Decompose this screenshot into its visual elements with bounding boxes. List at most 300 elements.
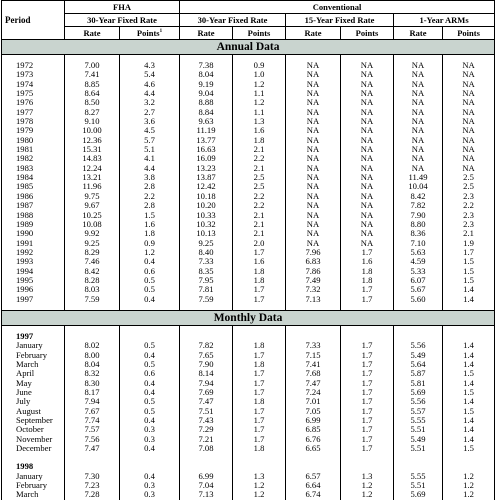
- table-row: [2, 472, 495, 481]
- value-cell: NA: [341, 211, 394, 220]
- value-cell: 8.85: [65, 80, 120, 89]
- period-cell: 1980: [2, 136, 65, 145]
- period-cell: April: [2, 369, 65, 378]
- value-cell: 7.13: [286, 295, 341, 304]
- value-cell: 0.5: [120, 285, 180, 294]
- value-cell: 1.2: [341, 490, 394, 499]
- value-cell: 2.1: [443, 229, 495, 238]
- value-cell: NA: [341, 182, 394, 191]
- value-cell: NA: [443, 154, 495, 163]
- value-cell: 7.29: [180, 425, 233, 434]
- value-cell: 1.7: [341, 248, 394, 257]
- value-cell: 7.13: [180, 490, 233, 499]
- period-cell: January: [2, 472, 65, 481]
- year-label: 1997: [2, 332, 65, 341]
- value-cell: 6.64: [286, 481, 341, 490]
- value-cell: NA: [394, 136, 443, 145]
- value-cell: 9.19: [180, 80, 233, 89]
- value-cell: 7.47: [180, 397, 233, 406]
- col-points-header: Points: [443, 27, 495, 40]
- value-cell: 1.7: [341, 397, 394, 406]
- value-cell: 0.3: [120, 435, 180, 444]
- value-cell: 1.7: [233, 369, 286, 378]
- value-cell: 6.65: [286, 444, 341, 453]
- value-cell: 5.55: [394, 472, 443, 481]
- value-cell: 10.13: [180, 229, 233, 238]
- value-cell: 8.80: [394, 220, 443, 229]
- value-cell: 2.2: [443, 201, 495, 210]
- value-cell: 2.8: [120, 182, 180, 191]
- value-cell: 1.7: [233, 425, 286, 434]
- value-cell: 5.64: [394, 360, 443, 369]
- value-cell: 2.1: [233, 164, 286, 173]
- value-cell: 4.6: [120, 80, 180, 89]
- value-cell: NA: [443, 80, 495, 89]
- value-cell: 15.31: [65, 145, 120, 154]
- period-cell: 1975: [2, 89, 65, 98]
- period-cell: July: [2, 397, 65, 406]
- value-cell: 0.5: [120, 360, 180, 369]
- value-cell: 11.96: [65, 182, 120, 191]
- value-cell: 8.36: [394, 229, 443, 238]
- value-cell: 8.14: [180, 369, 233, 378]
- value-cell: 2.1: [233, 229, 286, 238]
- value-cell: NA: [286, 182, 341, 191]
- value-cell: NA: [341, 117, 394, 126]
- value-cell: 4.3: [120, 61, 180, 70]
- value-cell: 1.2: [233, 80, 286, 89]
- value-cell: 5.51: [394, 481, 443, 490]
- value-cell: 0.6: [120, 267, 180, 276]
- value-cell: 16.09: [180, 154, 233, 163]
- value-cell: 7.10: [394, 239, 443, 248]
- period-cell: 1972: [2, 61, 65, 70]
- value-cell: 2.3: [443, 192, 495, 201]
- value-cell: 13.21: [65, 173, 120, 182]
- value-cell: NA: [286, 126, 341, 135]
- value-cell: 1.7: [341, 425, 394, 434]
- value-cell: 1.8: [233, 267, 286, 276]
- value-cell: 8.00: [65, 351, 120, 360]
- value-cell: 1.5: [443, 444, 495, 453]
- value-cell: 7.05: [286, 407, 341, 416]
- value-cell: 7.67: [65, 407, 120, 416]
- col-rate-header: Rate: [65, 27, 120, 40]
- value-cell: 5.67: [394, 285, 443, 294]
- value-cell: 5.81: [394, 379, 443, 388]
- value-cell: 1.4: [443, 379, 495, 388]
- value-cell: 8.17: [65, 388, 120, 397]
- value-cell: 2.2: [233, 201, 286, 210]
- value-cell: 8.84: [180, 108, 233, 117]
- value-cell: 1.8: [233, 341, 286, 350]
- value-cell: 7.04: [180, 481, 233, 490]
- value-cell: 8.40: [180, 248, 233, 257]
- footnote-marker: 1: [159, 29, 163, 35]
- period-cell: 1993: [2, 257, 65, 266]
- value-cell: 9.63: [180, 117, 233, 126]
- period-cell: 1995: [2, 276, 65, 285]
- value-cell: NA: [341, 239, 394, 248]
- period-cell: 1979: [2, 126, 65, 135]
- value-cell: 8.32: [65, 369, 120, 378]
- value-cell: 9.92: [65, 229, 120, 238]
- value-cell: NA: [286, 239, 341, 248]
- value-cell: 1.2: [120, 248, 180, 257]
- period-cell: 1973: [2, 70, 65, 79]
- value-cell: 1.5: [443, 369, 495, 378]
- value-cell: 10.18: [180, 192, 233, 201]
- value-cell: 1.3: [233, 472, 286, 481]
- period-header: Period: [2, 1, 65, 40]
- value-cell: 2.2: [233, 154, 286, 163]
- value-cell: 1.7: [341, 407, 394, 416]
- year-label: 1998: [2, 462, 65, 471]
- period-cell: January: [2, 341, 65, 350]
- value-cell: 4.59: [394, 257, 443, 266]
- value-cell: 0.4: [120, 379, 180, 388]
- value-cell: 6.99: [286, 416, 341, 425]
- value-cell: 9.10: [65, 117, 120, 126]
- annual-data-band: Annual Data: [2, 40, 495, 55]
- value-cell: NA: [394, 89, 443, 98]
- value-cell: NA: [286, 61, 341, 70]
- value-cell: 7.69: [180, 388, 233, 397]
- value-cell: NA: [286, 70, 341, 79]
- fha-30yr-header: 30-Year Fixed Rate: [65, 14, 180, 27]
- period-cell: 1987: [2, 201, 65, 210]
- value-cell: 0.5: [120, 407, 180, 416]
- value-cell: 8.50: [65, 98, 120, 107]
- value-cell: 6.07: [394, 276, 443, 285]
- value-cell: 6.74: [286, 490, 341, 499]
- value-cell: 2.7: [120, 108, 180, 117]
- value-cell: NA: [341, 154, 394, 163]
- value-cell: 8.04: [65, 360, 120, 369]
- value-cell: 10.20: [180, 201, 233, 210]
- period-cell: 1991: [2, 239, 65, 248]
- value-cell: 0.3: [120, 490, 180, 499]
- value-cell: 2.5: [233, 182, 286, 191]
- table-row: [2, 444, 495, 453]
- period-cell: June: [2, 388, 65, 397]
- value-cell: 6.83: [286, 257, 341, 266]
- arm-header: 1-Year ARMs: [394, 14, 495, 27]
- value-cell: NA: [341, 80, 394, 89]
- value-cell: 1.8: [233, 397, 286, 406]
- value-cell: 0.9: [233, 61, 286, 70]
- value-cell: NA: [286, 220, 341, 229]
- value-cell: 2.1: [233, 211, 286, 220]
- value-cell: 9.25: [65, 239, 120, 248]
- period-cell: 1982: [2, 154, 65, 163]
- value-cell: 7.47: [286, 379, 341, 388]
- value-cell: 4.4: [120, 89, 180, 98]
- value-cell: 0.4: [120, 295, 180, 304]
- value-cell: 7.86: [286, 267, 341, 276]
- value-cell: 7.33: [286, 341, 341, 350]
- value-cell: 1.3: [341, 472, 394, 481]
- value-cell: 1.3: [233, 117, 286, 126]
- value-cell: 0.4: [120, 257, 180, 266]
- value-cell: 7.68: [286, 369, 341, 378]
- value-cell: 7.59: [65, 295, 120, 304]
- value-cell: 1.7: [443, 248, 495, 257]
- value-cell: 1.4: [443, 416, 495, 425]
- col-points-header: Points$^1$: [120, 27, 180, 40]
- value-cell: NA: [443, 108, 495, 117]
- value-cell: 16.63: [180, 145, 233, 154]
- value-cell: 7.94: [65, 397, 120, 406]
- value-cell: 7.57: [65, 425, 120, 434]
- col-points-header: Points: [341, 27, 394, 40]
- period-cell: 1985: [2, 182, 65, 191]
- value-cell: 2.0: [233, 239, 286, 248]
- value-cell: 2.3: [443, 220, 495, 229]
- value-cell: 1.7: [233, 285, 286, 294]
- value-cell: 1.5: [443, 257, 495, 266]
- value-cell: NA: [443, 98, 495, 107]
- period-cell: 1984: [2, 173, 65, 182]
- value-cell: 0.4: [120, 351, 180, 360]
- value-cell: NA: [341, 229, 394, 238]
- value-cell: NA: [286, 145, 341, 154]
- value-cell: 1.9: [443, 239, 495, 248]
- value-cell: 13.23: [180, 164, 233, 173]
- value-cell: 7.56: [65, 435, 120, 444]
- period-cell: 1974: [2, 80, 65, 89]
- value-cell: 1.2: [233, 98, 286, 107]
- value-cell: 5.4: [120, 70, 180, 79]
- value-cell: 1.8: [233, 360, 286, 369]
- value-cell: 7.96: [286, 248, 341, 257]
- value-cell: 7.41: [65, 70, 120, 79]
- table-row: [2, 295, 495, 304]
- period-cell: March: [2, 360, 65, 369]
- value-cell: 10.00: [65, 126, 120, 135]
- value-cell: 0.5: [120, 397, 180, 406]
- value-cell: 5.51: [394, 444, 443, 453]
- value-cell: NA: [341, 136, 394, 145]
- mortgage-rates-table: [1, 0, 495, 500]
- period-cell: 1990: [2, 229, 65, 238]
- value-cell: 1.4: [443, 351, 495, 360]
- value-cell: 7.51: [180, 407, 233, 416]
- value-cell: NA: [394, 164, 443, 173]
- conventional-header: Conventional: [180, 1, 495, 14]
- value-cell: 13.77: [180, 136, 233, 145]
- col-points-header: Points: [233, 27, 286, 40]
- fha-header: FHA: [65, 1, 180, 14]
- value-cell: 2.2: [233, 192, 286, 201]
- value-cell: 1.7: [233, 248, 286, 257]
- value-cell: 5.69: [394, 490, 443, 499]
- value-cell: 7.01: [286, 397, 341, 406]
- value-cell: NA: [443, 145, 495, 154]
- col-rate-header: Rate: [286, 27, 341, 40]
- period-cell: November: [2, 435, 65, 444]
- value-cell: NA: [394, 145, 443, 154]
- value-cell: 1.8: [341, 276, 394, 285]
- value-cell: NA: [443, 117, 495, 126]
- value-cell: NA: [394, 98, 443, 107]
- value-cell: 2.1: [233, 220, 286, 229]
- value-cell: 4.4: [120, 164, 180, 173]
- value-cell: 7.74: [65, 416, 120, 425]
- value-cell: NA: [286, 80, 341, 89]
- conv-15yr-header: 15-Year Fixed Rate: [286, 14, 394, 27]
- value-cell: 7.65: [180, 351, 233, 360]
- value-cell: 1.7: [341, 444, 394, 453]
- value-cell: 11.19: [180, 126, 233, 135]
- value-cell: 1.7: [341, 285, 394, 294]
- value-cell: 5.33: [394, 267, 443, 276]
- value-cell: 7.23: [65, 481, 120, 490]
- value-cell: 7.08: [180, 444, 233, 453]
- period-cell: 1996: [2, 285, 65, 294]
- value-cell: 1.4: [443, 425, 495, 434]
- value-cell: 4.1: [120, 154, 180, 163]
- value-cell: NA: [341, 192, 394, 201]
- value-cell: NA: [443, 70, 495, 79]
- value-cell: 1.2: [233, 490, 286, 499]
- value-cell: 1.7: [341, 388, 394, 397]
- monthly-data-band: Monthly Data: [2, 310, 495, 325]
- value-cell: NA: [443, 136, 495, 145]
- value-cell: 1.7: [341, 295, 394, 304]
- value-cell: 9.04: [180, 89, 233, 98]
- value-cell: 1.5: [443, 407, 495, 416]
- value-cell: 7.46: [65, 257, 120, 266]
- value-cell: 1.2: [233, 481, 286, 490]
- value-cell: NA: [341, 173, 394, 182]
- conv-30yr-header: 30-Year Fixed Rate: [180, 14, 286, 27]
- value-cell: 1.7: [341, 379, 394, 388]
- value-cell: 13.87: [180, 173, 233, 182]
- value-cell: 14.83: [65, 154, 120, 163]
- value-cell: 7.24: [286, 388, 341, 397]
- value-cell: 7.33: [180, 257, 233, 266]
- value-cell: 10.08: [65, 220, 120, 229]
- value-cell: 1.7: [341, 341, 394, 350]
- value-cell: 0.9: [120, 239, 180, 248]
- value-cell: 7.95: [180, 276, 233, 285]
- value-cell: 1.2: [341, 481, 394, 490]
- value-cell: 1.7: [233, 435, 286, 444]
- value-cell: 1.6: [120, 220, 180, 229]
- period-cell: February: [2, 351, 65, 360]
- value-cell: 8.42: [394, 192, 443, 201]
- value-cell: NA: [341, 145, 394, 154]
- period-cell: December: [2, 444, 65, 453]
- value-cell: NA: [443, 126, 495, 135]
- value-cell: 5.56: [394, 397, 443, 406]
- value-cell: 6.57: [286, 472, 341, 481]
- period-cell: 1988: [2, 211, 65, 220]
- value-cell: 8.02: [65, 341, 120, 350]
- value-cell: 1.1: [233, 89, 286, 98]
- value-cell: 1.5: [443, 388, 495, 397]
- value-cell: 7.82: [180, 341, 233, 350]
- value-cell: NA: [286, 201, 341, 210]
- value-cell: NA: [286, 136, 341, 145]
- value-cell: 7.59: [180, 295, 233, 304]
- value-cell: NA: [341, 70, 394, 79]
- value-cell: 1.4: [443, 397, 495, 406]
- period-cell: May: [2, 379, 65, 388]
- period-cell: 1997: [2, 295, 65, 304]
- period-cell: 1989: [2, 220, 65, 229]
- value-cell: 1.7: [233, 407, 286, 416]
- value-cell: 7.21: [180, 435, 233, 444]
- value-cell: 1.2: [443, 472, 495, 481]
- value-cell: 2.1: [233, 145, 286, 154]
- value-cell: 7.41: [286, 360, 341, 369]
- value-cell: 7.43: [180, 416, 233, 425]
- value-cell: NA: [443, 61, 495, 70]
- value-cell: NA: [341, 126, 394, 135]
- period-cell: October: [2, 425, 65, 434]
- value-cell: NA: [286, 192, 341, 201]
- value-cell: 6.85: [286, 425, 341, 434]
- value-cell: 1.7: [233, 351, 286, 360]
- value-cell: 1.2: [443, 481, 495, 490]
- value-cell: 10.04: [394, 182, 443, 191]
- period-cell: 1992: [2, 248, 65, 257]
- value-cell: NA: [341, 164, 394, 173]
- value-cell: 3.2: [120, 98, 180, 107]
- value-cell: 5.49: [394, 351, 443, 360]
- value-cell: NA: [286, 108, 341, 117]
- value-cell: 1.8: [233, 136, 286, 145]
- value-cell: 7.47: [65, 444, 120, 453]
- col-rate-header: Rate: [180, 27, 233, 40]
- value-cell: 5.55: [394, 416, 443, 425]
- value-cell: 5.87: [394, 369, 443, 378]
- value-cell: 5.57: [394, 407, 443, 416]
- value-cell: 8.27: [65, 108, 120, 117]
- value-cell: NA: [394, 80, 443, 89]
- value-cell: 9.67: [65, 201, 120, 210]
- value-cell: 5.49: [394, 435, 443, 444]
- value-cell: 4.5: [120, 126, 180, 135]
- value-cell: 8.35: [180, 267, 233, 276]
- value-cell: 10.32: [180, 220, 233, 229]
- value-cell: 5.60: [394, 295, 443, 304]
- value-cell: 2.8: [120, 201, 180, 210]
- value-cell: NA: [341, 201, 394, 210]
- value-cell: 1.4: [443, 360, 495, 369]
- value-cell: 7.94: [180, 379, 233, 388]
- value-cell: NA: [341, 220, 394, 229]
- value-cell: 1.6: [233, 257, 286, 266]
- value-cell: 1.8: [233, 276, 286, 285]
- value-cell: 1.2: [443, 490, 495, 499]
- value-cell: 7.32: [286, 285, 341, 294]
- value-cell: 12.42: [180, 182, 233, 191]
- table-row: [2, 490, 495, 499]
- value-cell: NA: [286, 164, 341, 173]
- value-cell: 1.6: [233, 126, 286, 135]
- value-cell: NA: [394, 70, 443, 79]
- value-cell: 2.3: [443, 211, 495, 220]
- value-cell: 7.90: [180, 360, 233, 369]
- value-cell: 12.36: [65, 136, 120, 145]
- value-cell: 6.99: [180, 472, 233, 481]
- value-cell: 1.7: [233, 388, 286, 397]
- value-cell: 9.25: [180, 239, 233, 248]
- value-cell: 8.64: [65, 89, 120, 98]
